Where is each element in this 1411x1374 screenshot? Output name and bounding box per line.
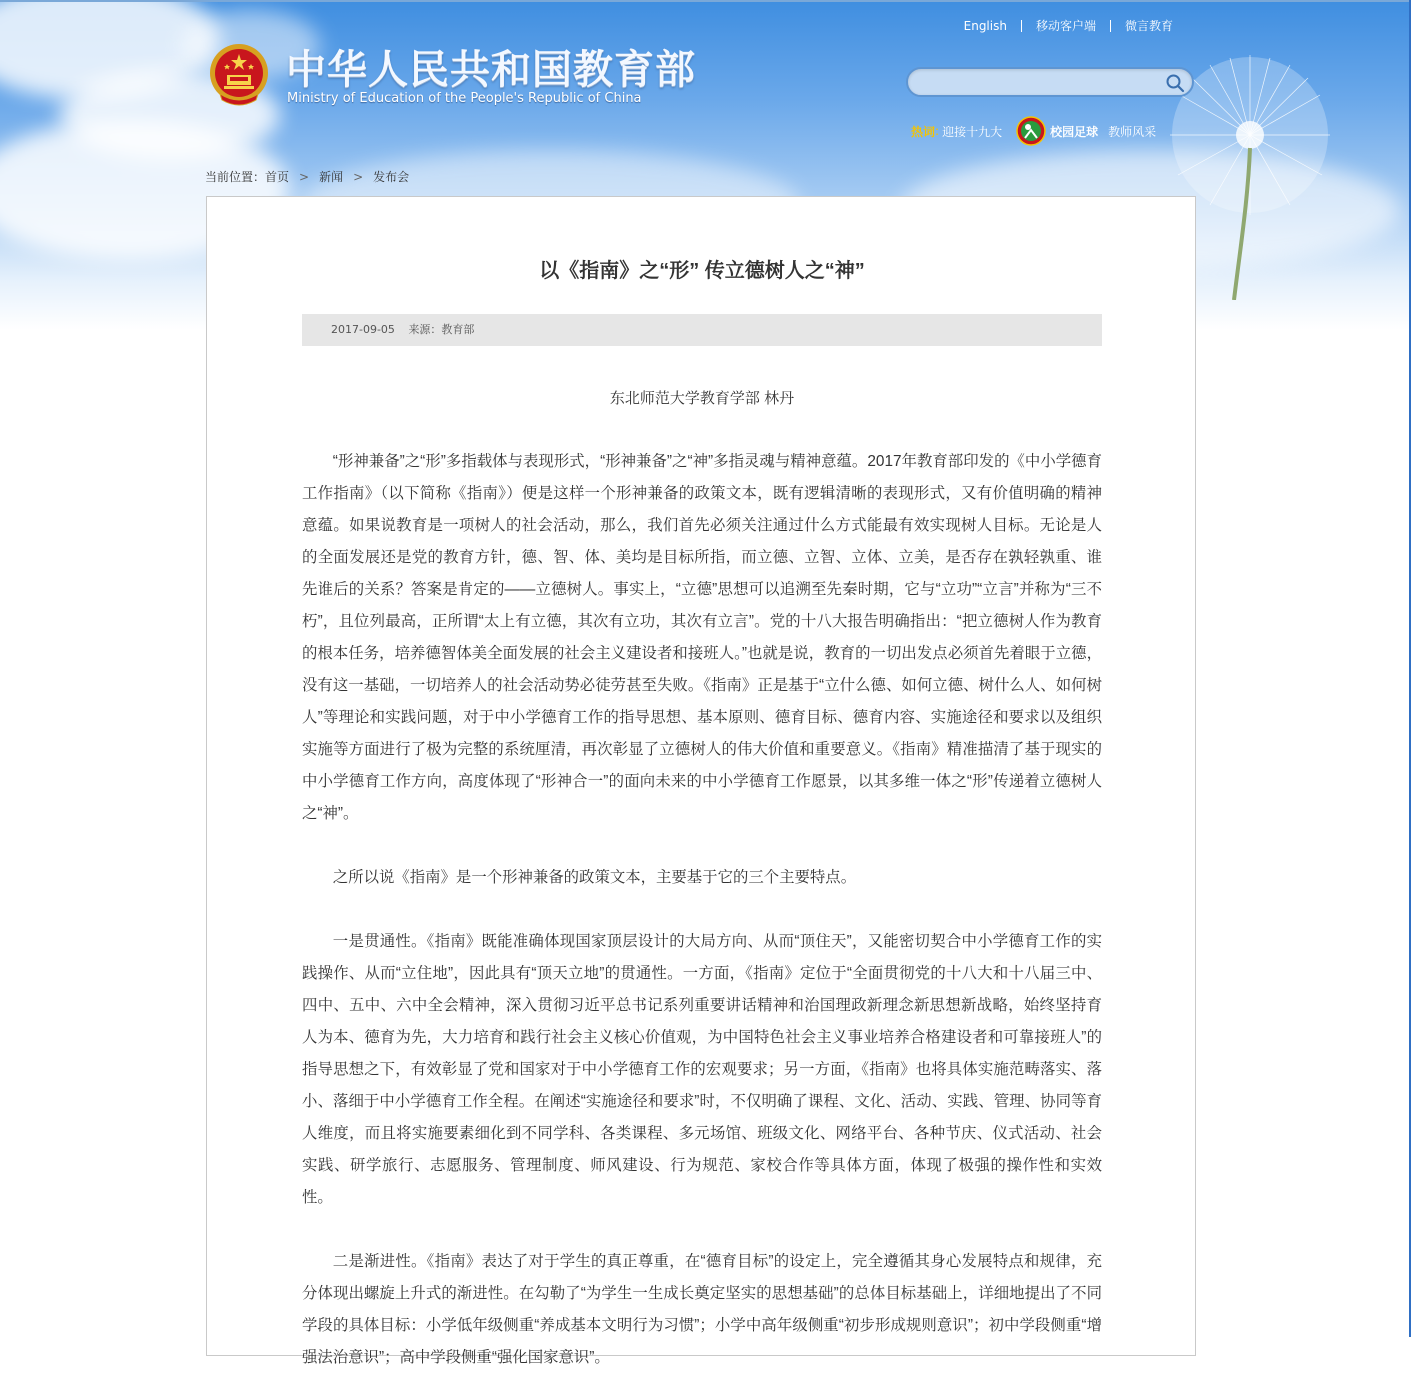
- divider: [1021, 20, 1022, 32]
- hot-words-label: 热词: [911, 124, 936, 139]
- mobile-client-link[interactable]: 移动客户端: [1035, 19, 1096, 33]
- search-box: [906, 67, 1194, 97]
- hot-words: [911, 116, 1156, 146]
- article-paragraph: 之所以说《指南》是一个形神兼备的政策文本，主要基于它的三个主要特点。: [332, 869, 857, 886]
- national-emblem-icon[interactable]: [208, 42, 270, 108]
- article-panel: [206, 196, 1196, 1366]
- article-paragraph: 二是渐进性。《指南》表达了对于学生的真正尊重，在“德育目标”的设定上，完全遵循其身心发展特点和规律，充分体现出螺旋上升式的渐进性。在勾勒了“为学生一生成长奠定坚实的思想基础”的总体目标基础上，详细地提出了不同学段的具体目标：小学低年级侧重“养成基本文明行为习惯”；小学中高年级侧重“初步形成规则意识”；初中学段侧重“增强法治意识”；高中学段侧重“强化国家意识”。: [302, 1253, 1102, 1366]
- site-title-en[interactable]: Ministry of Education of the People's Republic of China: [287, 91, 642, 106]
- football-icon[interactable]: [1016, 116, 1046, 146]
- breadcrumb-separator: >: [353, 169, 364, 184]
- article-title: 以《指南》之“形” 传立德树人之“神”: [539, 260, 865, 282]
- article-byline: 东北师范大学教育学部 林丹: [609, 390, 795, 407]
- divider: [1110, 20, 1111, 32]
- hot-link-19th-congress[interactable]: 迎接十九大: [942, 124, 1003, 139]
- breadcrumb-press-conference[interactable]: 发布会: [373, 170, 410, 184]
- breadcrumb-home[interactable]: 首页: [265, 170, 290, 184]
- top-border: [0, 0, 1411, 2]
- breadcrumb-news[interactable]: 新闻: [319, 170, 344, 184]
- top-links: [964, 17, 1173, 34]
- breadcrumb: [205, 168, 409, 185]
- weiyan-education-link[interactable]: 微言教育: [1124, 19, 1173, 33]
- english-link[interactable]: English: [963, 18, 1007, 33]
- article-paragraph: “形神兼备”之“形”多指载体与表现形式，“形神兼备”之“神”多指灵魂与精神意蕴。2017年教育部印发的《中小学德育工作指南》（以下简称《指南》）便是这样一个形神兼备的政策文本，既有逻辑清晰的表现形式，又有价值明确的精神意蕴。如果说教育是一项树人的社会活动，那么，我们首先必须关注通过什么方式能最有效实现树人目标。无论是人的全面发展还是党的教育方针，德、智、体、美均是目标所指，而立德、立智、立体、立美，是否存在孰轻孰重、谁先谁后的关系？答案是肯定的——立德树人。事实上，“立德”思想可以追溯至先秦时期，它与“立功”“立言”并称为“三不朽”，且位列最高，正所谓“太上有立德，其次有立功，其次有立言”。党的十八大报告明确指出：“把立德树人作为教育的根本任务，培养德智体美全面发展的社会主义建设者和接班人。”也就是说，教育的一切出发点必须首先着眼于立德，没有这一基础，一切培养人的社会活动势必徒劳甚至失败。《指南》正是基于“立什么德、如何立德、树什么人、如何树人”等理论和实践问题，对于中小学德育工作的指导思想、基本原则、德育目标、德育内容、实施途径和要求以及组织实施等方面进行了极为完整的系统厘清，再次彰显了立德树人的伟大价值和重要意义。《指南》精准描清了基于现实的中小学德育工作方向，高度体现了“形神合一”的面向未来的中小学德育工作愿景，以其多维一体之“形”传递着立德树人之“神”。: [302, 453, 1102, 822]
- site-title-cn[interactable]: 中华人民共和国教育部: [286, 47, 696, 93]
- breadcrumb-prefix: 当前位置：: [205, 170, 266, 184]
- hot-link-teacher-style[interactable]: 教师风采: [1108, 124, 1157, 139]
- breadcrumb-separator: >: [299, 169, 310, 184]
- article-source: 来源：教育部: [408, 323, 475, 336]
- search-input[interactable]: [920, 73, 1164, 93]
- article-paragraph: 一是贯通性。《指南》既能准确体现国家顶层设计的大局方向、从而“顶住天”，又能密切契合中小学德育工作的实践操作、从而“立住地”，因此具有“顶天立地”的贯通性。一方面，《指南》定位于“全面贯彻党的十八大和十八届三中、四中、五中、六中全会精神，深入贯彻习近平总书记系列重要讲话精神和治国理政新理念新思想新战略，始终坚持育人为本、德育为先，大力培育和践行社会主义核心价值观，为中国特色社会主义事业培养合格建设者和可靠接班人”的指导思想之下，有效彰显了党和国家对于中小学德育工作的宏观要求；另一方面，《指南》也将具体实施范畴落实、落小、落细于中小学德育工作全程。在阐述“实施途径和要求”时，不仅明确了课程、文化、活动、实践、管理、协同等育人维度，而且将实施要素细化到不同学科、各类课程、多元场馆、班级文化、网络平台、各种节庆、仪式活动、社会实践、研学旅行、志愿服务、管理制度、师风建设、行为规范、家校合作等具体方面，体现了极强的操作性和实效性。: [302, 933, 1102, 1206]
- article-date: 2017-09-05: [331, 323, 395, 336]
- article-meta: [302, 314, 1102, 346]
- hot-words-colon: :: [935, 124, 940, 138]
- hot-link-campus-football[interactable]: 校园足球: [1050, 124, 1099, 139]
- search-icon[interactable]: [1165, 73, 1185, 93]
